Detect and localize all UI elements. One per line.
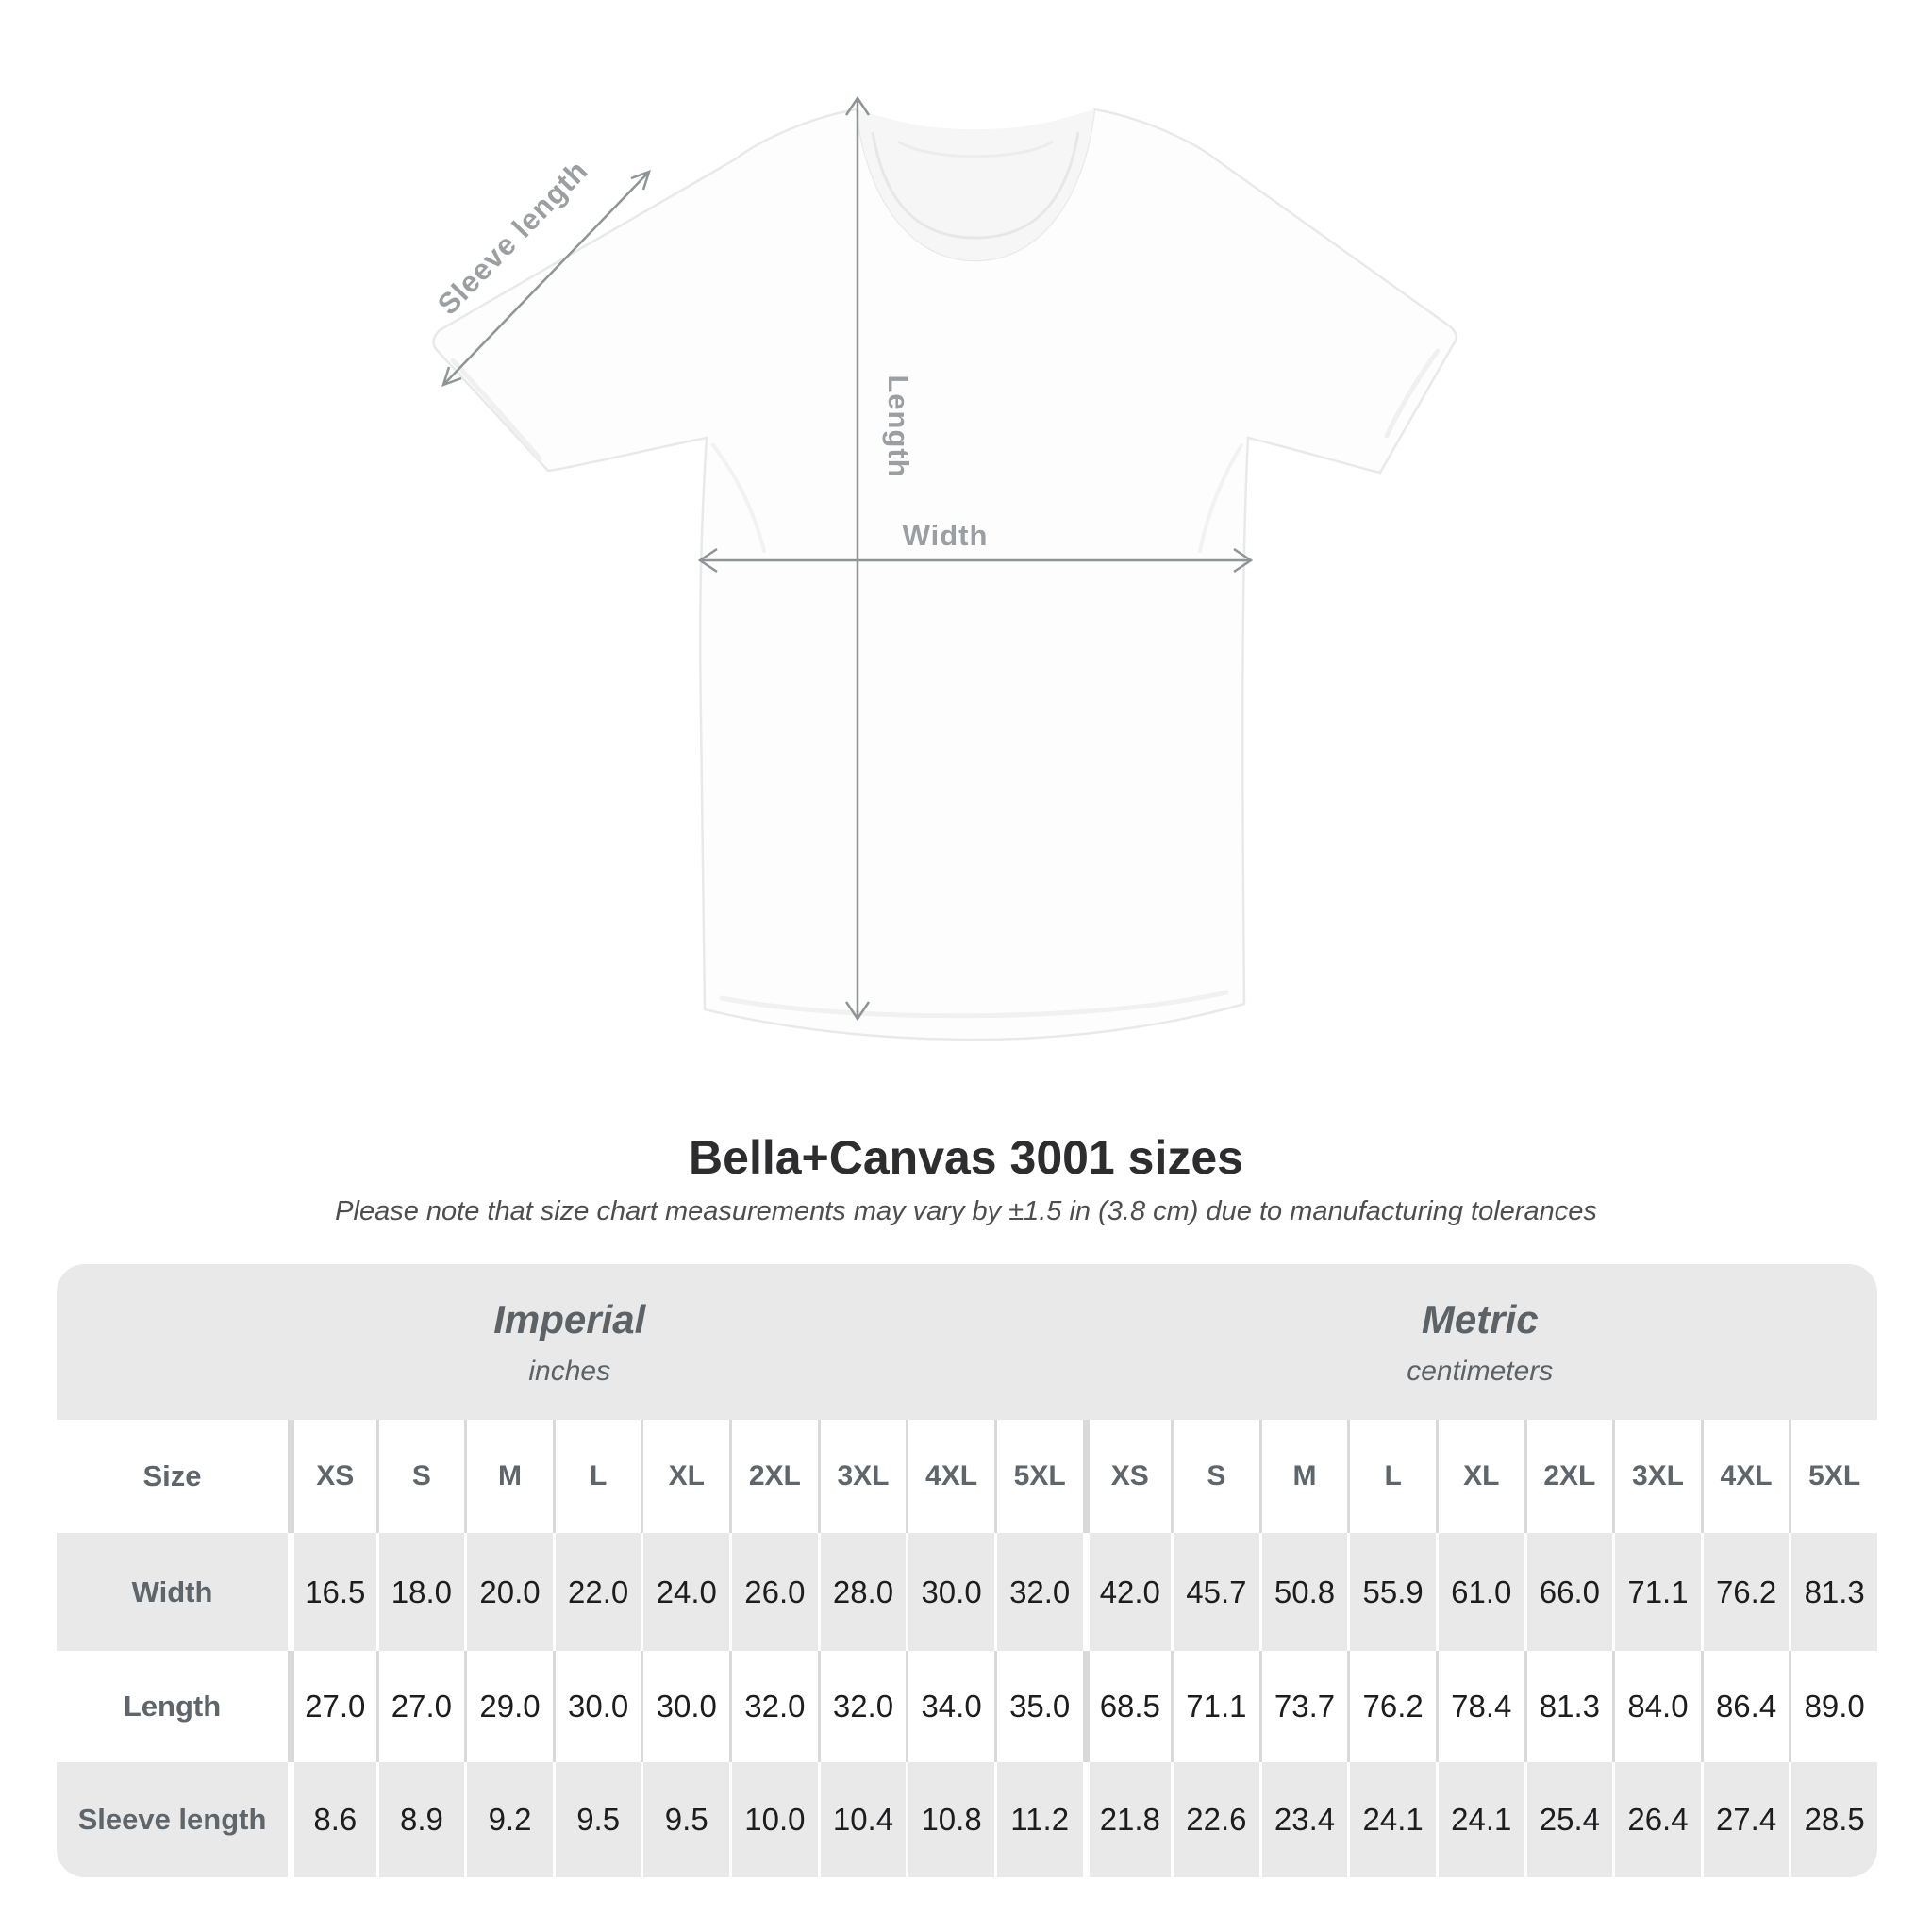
imperial-title: Imperial: [493, 1296, 646, 1341]
size-col-header: 3XL: [818, 1420, 907, 1533]
value-cell: 78.4: [1436, 1651, 1524, 1762]
size-col-header: 2XL: [729, 1420, 818, 1533]
value-cell: 26.4: [1612, 1762, 1701, 1877]
value-cell: 34.0: [906, 1651, 994, 1762]
value-cell: 71.1: [1171, 1651, 1259, 1762]
value-cell: 32.0: [818, 1651, 907, 1762]
size-col-header: 4XL: [1701, 1420, 1790, 1533]
value-cell: 61.0: [1436, 1533, 1524, 1651]
size-table: [57, 1264, 1877, 1877]
value-cell: 8.9: [376, 1762, 465, 1877]
value-cell: 27.4: [1701, 1762, 1790, 1877]
value-cell: 76.2: [1347, 1651, 1436, 1762]
value-cell: 73.7: [1259, 1651, 1348, 1762]
value-cell: 10.8: [906, 1762, 994, 1877]
row-label: Width: [131, 1574, 213, 1608]
tshirt-graphic: [430, 109, 1456, 1040]
size-col-header: XL: [641, 1420, 729, 1533]
row-label: Length: [123, 1690, 222, 1723]
value-cell: 16.5: [288, 1533, 376, 1651]
width-label: Width: [902, 519, 989, 552]
value-cell: 71.1: [1612, 1533, 1701, 1651]
value-cell: 10.4: [818, 1762, 907, 1877]
metric-subtitle: centimeters: [1407, 1355, 1554, 1387]
metric-section-header: [1083, 1264, 1878, 1420]
value-cell: 66.0: [1524, 1533, 1613, 1651]
size-col-header: 5XL: [1789, 1420, 1877, 1533]
value-cell: 81.3: [1789, 1533, 1877, 1651]
size-col-header: XS: [288, 1420, 376, 1533]
value-cell: 86.4: [1701, 1651, 1790, 1762]
size-row-label: Size: [142, 1459, 202, 1492]
value-cell: 84.0: [1612, 1651, 1701, 1762]
value-cell: 24.1: [1347, 1762, 1436, 1877]
value-cell: 18.0: [376, 1533, 465, 1651]
value-cell: 10.0: [729, 1762, 818, 1877]
value-cell: 50.8: [1259, 1533, 1348, 1651]
value-cell: 28.0: [818, 1533, 907, 1651]
value-cell: 32.0: [729, 1651, 818, 1762]
value-cell: 30.0: [641, 1651, 729, 1762]
value-cell: 32.0: [994, 1533, 1083, 1651]
unit-header-band: [57, 1264, 1877, 1420]
value-cell: 45.7: [1171, 1533, 1259, 1651]
value-cell: 30.0: [553, 1651, 641, 1762]
value-cell: 25.4: [1524, 1762, 1613, 1877]
value-cell: 24.1: [1436, 1762, 1524, 1877]
value-cell: 9.5: [641, 1762, 729, 1877]
value-cell: 21.8: [1083, 1762, 1172, 1877]
value-cell: 8.6: [288, 1762, 376, 1877]
value-cell: 42.0: [1083, 1533, 1172, 1651]
value-cell: 76.2: [1701, 1533, 1790, 1651]
value-cell: 27.0: [376, 1651, 465, 1762]
value-cell: 55.9: [1347, 1533, 1436, 1651]
value-cell: 22.0: [553, 1533, 641, 1651]
value-cell: 27.0: [288, 1651, 376, 1762]
value-cell: 28.5: [1789, 1762, 1877, 1877]
row-label: Sleeve length: [77, 1803, 267, 1836]
value-cell: 9.5: [553, 1762, 641, 1877]
size-col-header: L: [1347, 1420, 1436, 1533]
size-col-header: XL: [1436, 1420, 1524, 1533]
value-cell: 68.5: [1083, 1651, 1172, 1762]
value-cell: 24.0: [641, 1533, 729, 1651]
value-cell: 9.2: [464, 1762, 553, 1877]
size-col-header: S: [1171, 1420, 1259, 1533]
table-row-length: [57, 1651, 1877, 1762]
size-col-header: M: [464, 1420, 553, 1533]
value-cell: 35.0: [994, 1651, 1083, 1762]
value-cell: 20.0: [464, 1533, 553, 1651]
size-col-header: 5XL: [994, 1420, 1083, 1533]
imperial-section-header: [57, 1264, 1083, 1420]
length-label: Length: [882, 375, 915, 478]
value-cell: 30.0: [906, 1533, 994, 1651]
size-col-header: L: [553, 1420, 641, 1533]
value-cell: 81.3: [1524, 1651, 1613, 1762]
value-cell: 29.0: [464, 1651, 553, 1762]
size-col-header: M: [1259, 1420, 1348, 1533]
value-cell: 22.6: [1171, 1762, 1259, 1877]
size-header-row: [57, 1420, 1877, 1533]
page-subtitle: Please note that size chart measurements may vary by ±1.5 in (3.8 cm) due to manufacturing tolerances: [335, 1196, 1597, 1226]
sleeve-length-label: Sleeve length: [430, 153, 594, 322]
size-col-header: 2XL: [1524, 1420, 1613, 1533]
table-row-sleeve-length: [57, 1762, 1877, 1877]
value-cell: 11.2: [994, 1762, 1083, 1877]
table-row-width: [57, 1533, 1877, 1651]
page-title: Bella+Canvas 3001 sizes: [689, 1131, 1243, 1184]
size-col-header: 4XL: [906, 1420, 994, 1533]
imperial-subtitle: inches: [528, 1355, 611, 1387]
size-col-header: S: [376, 1420, 465, 1533]
value-cell: 89.0: [1789, 1651, 1877, 1762]
value-cell: 23.4: [1259, 1762, 1348, 1877]
metric-title: Metric: [1421, 1296, 1539, 1341]
value-cell: 26.0: [729, 1533, 818, 1651]
size-col-header: XS: [1083, 1420, 1172, 1533]
size-col-header: 3XL: [1612, 1420, 1701, 1533]
